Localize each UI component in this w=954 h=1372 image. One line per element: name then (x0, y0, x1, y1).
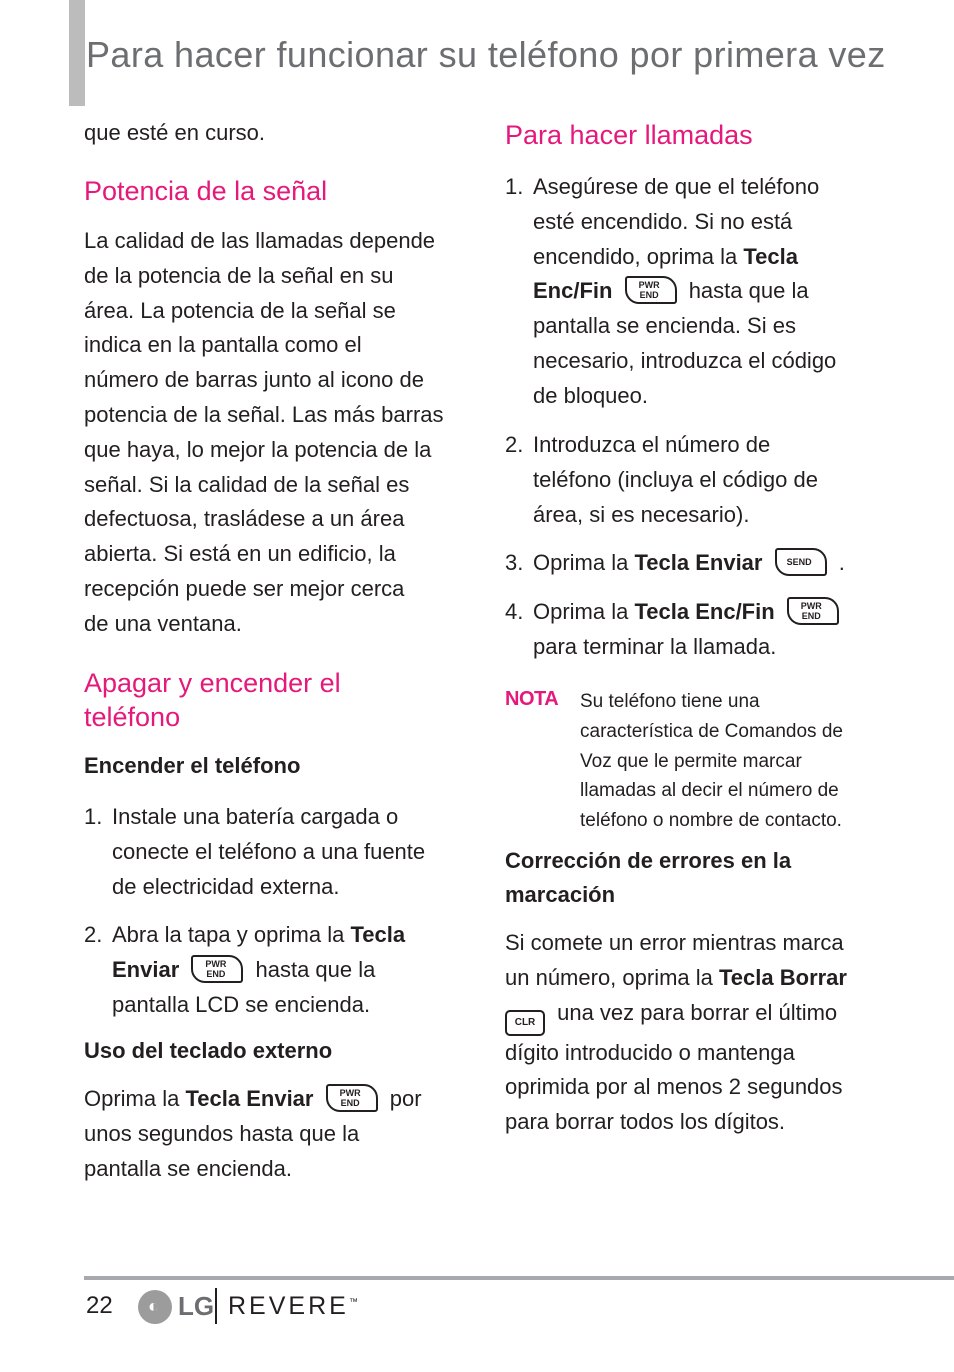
page-number: 22 (86, 1292, 113, 1319)
page-title: Para hacer funcionar su teléfono por primera vez (86, 34, 886, 75)
pwr-end-key-icon: PWR END (326, 1084, 378, 1112)
continued-text: que esté en curso. (84, 120, 266, 145)
lg-logo-icon: ◐ (138, 1290, 172, 1324)
pwr-end-key-icon: PWR END (625, 276, 677, 304)
power-on-subheading: Encender el teléfono (84, 753, 301, 778)
brand-name: REVERE™ (228, 1292, 358, 1320)
correction-subheading: Corrección de errores en la marcación (505, 848, 792, 907)
clr-key-icon: CLR (505, 1010, 545, 1036)
signal-heading: Potencia de la señal (84, 176, 328, 206)
correction-paragraph: Si comete un error mientras marca un número, oprima la Tecla Borrar CLR una vez para borrar el último dígito introducido o mantenga oprimida por al menos 2 segundos para borrar todos los dígitos. (505, 930, 847, 1135)
lg-wordmark: LG (178, 1291, 215, 1321)
power-on-step-2: 2. Abra la tapa y oprima la Tecla Enviar PWR END hasta que la pantalla LCD se encienda. (84, 922, 406, 1017)
pwr-end-key-icon: PWR END (787, 597, 839, 625)
call-step-2: 2. Introduzca el número de teléfono (incluya el código de área, si es necesario). (505, 432, 818, 527)
power-on-step-1: 1. Instale una batería cargada o conecte el teléfono a una fuente de electricidad externa. (84, 804, 426, 899)
call-step-3: 3. Oprima la Tecla Enviar SEND . (505, 550, 845, 575)
brand-divider (215, 1288, 217, 1324)
call-step-1: 1. Asegúrese de que el teléfono esté encendido. Si no está encendido, oprima la Tecla Enc/Fin PWR END hasta que la pantalla se encienda. Si es necesario, introduzca el código de bloqueo. (505, 174, 837, 408)
note-label: NOTA (505, 688, 559, 710)
call-step-4: 4. Oprima la Tecla Enc/Fin PWR END para terminar la llamada. (505, 595, 845, 665)
calls-heading: Para hacer llamadas (505, 120, 753, 150)
external-keypad-subheading: Uso del teclado externo (84, 1038, 333, 1063)
signal-paragraph: La calidad de las llamadas depende de la potencia de la señal en su área. La potencia de la señal se indica en la pantalla como el número de barras junto al icono de potencia de la señal. Las más barras que haya, lo mejor la potencia de la señal. Si la calidad de la señal es defectuosa, trasládese a un área abierta. Si está en un edificio, la recepción puede ser mejor cerca de una ventana. (84, 228, 444, 636)
send-key-icon: SEND (775, 548, 827, 576)
header-side-bar (69, 0, 85, 106)
note-text: Su teléfono tiene una característica de Comandos de Voz que le permite marcar llamadas al decir el número de teléfono o nombre de contacto. (580, 691, 843, 832)
external-keypad-paragraph: Oprima la Tecla Enviar PWR END por unos segundos hasta que la pantalla se encienda. (84, 1086, 422, 1181)
pwr-end-key-icon: PWR END (191, 955, 243, 983)
power-heading: Apagar y encender el teléfono (84, 668, 341, 732)
footer-rule (84, 1276, 954, 1280)
